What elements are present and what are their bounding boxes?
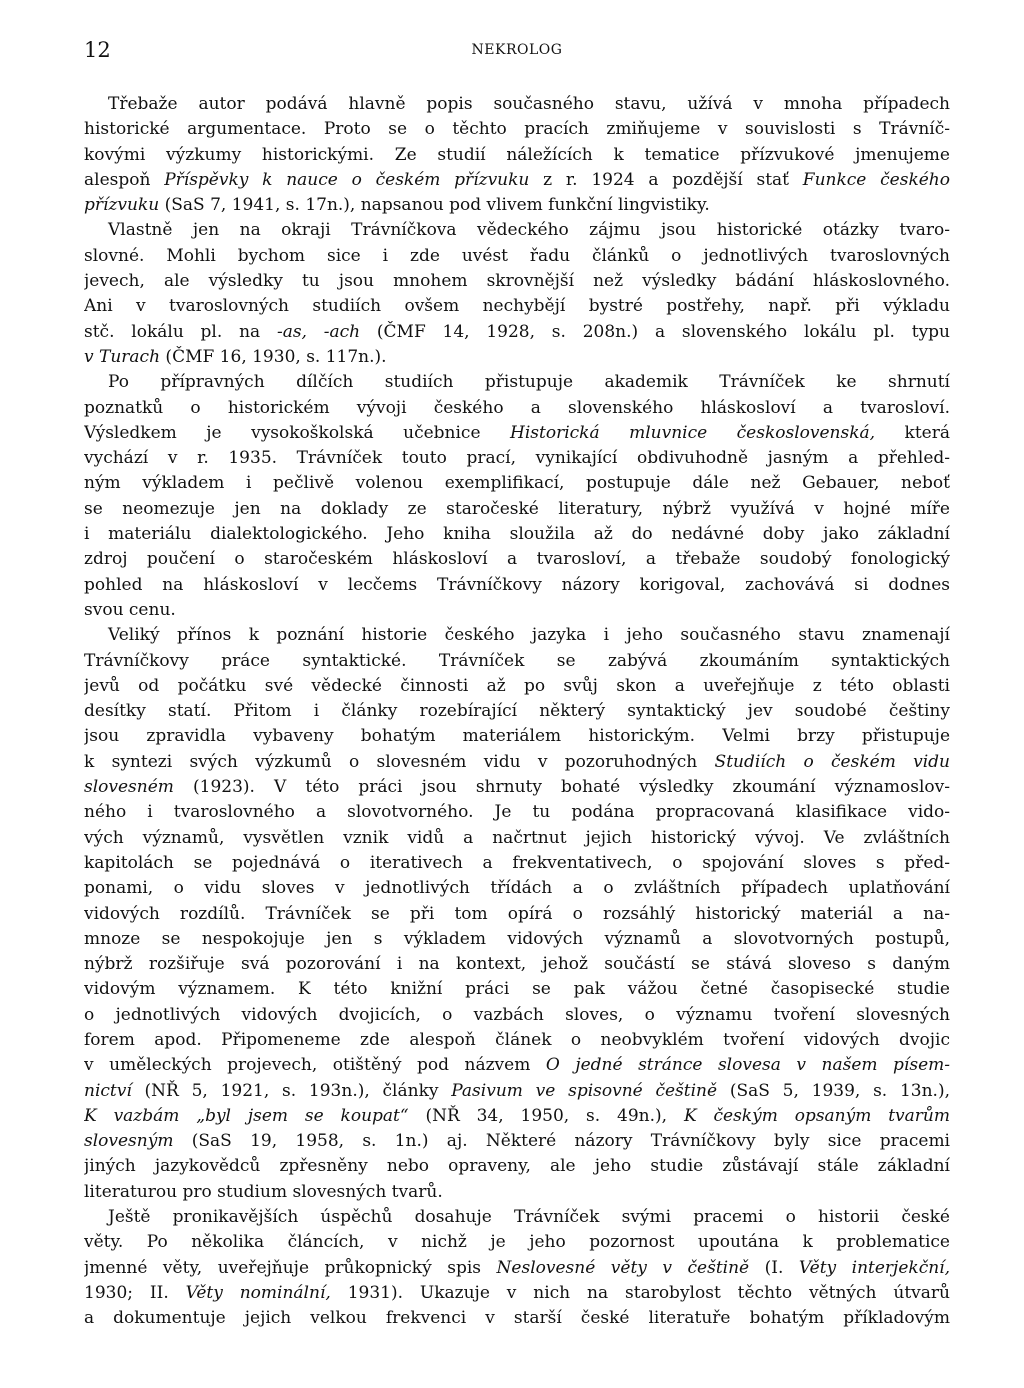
text-line: [84, 649, 950, 674]
text-segment: vidovým významem. K této knižní práci se pak vážou četné časopisecké studie: [84, 979, 950, 1000]
italic-title: K vazbám „byl jsem se koupat“: [84, 1105, 409, 1126]
text-line: [84, 977, 950, 1002]
text-segment: Veliký přínos k poznání historie českého jazyka i jeho současného stavu znamenají: [108, 625, 950, 646]
text-line: [84, 218, 950, 243]
text-segment: nýbrž rozšiřuje svá pozorování i na kontext, jehož součástí se stává sloveso s daným: [84, 954, 950, 975]
text-line: [84, 370, 950, 395]
text-segment: poznatků o historickém vývoji českého a slovenského hláskosloví a tvarosloví.: [84, 397, 950, 418]
text-line: [84, 1079, 950, 1104]
paragraph: [84, 370, 950, 623]
italic-title: K českým opsaným tvarům: [683, 1105, 950, 1126]
text-segment: (1923). V této práci jsou shrnuty bohaté výsledky zkoumání významoslov-: [173, 777, 950, 798]
text-segment: slovné. Mohli bychom sice i zde uvést řadu článků o jednotlivých tvaroslovných: [84, 245, 950, 266]
text-segment: Trávníčkovy práce syntaktické. Trávníček se zabývá zkoumáním syntaktických: [84, 650, 950, 671]
text-line: [84, 294, 950, 319]
text-segment: Výsledkem je vysokoškolská učebnice: [84, 422, 511, 443]
text-line: [84, 1306, 950, 1331]
italic-title: v Turach: [84, 346, 161, 367]
text-segment: Po přípravných dílčích studiích přistupuje akademik Trávníček ke shrnutí: [108, 372, 950, 393]
text-segment: Třebaže autor podává hlavně popis současného stavu, užívá v mnoha případech: [108, 94, 950, 114]
text-line: [84, 193, 950, 218]
text-segment: se neomezuje jen na doklady ze staročeské literatury, nýbrž využívá v hojné míře: [84, 498, 950, 519]
text-line: [84, 699, 950, 724]
italic-title: -as, -ach: [276, 321, 361, 342]
text-segment: svou cenu.: [84, 599, 176, 620]
text-line: [84, 497, 950, 522]
text-segment: (I.: [749, 1257, 799, 1278]
page-number: 12: [84, 38, 111, 62]
italic-title: Funkce českého: [802, 169, 950, 190]
text-segment: zdroj poučení o staročeském hláskosloví a tvarosloví, a třebaže soudobý fonologický: [84, 549, 950, 570]
text-line: [84, 573, 950, 598]
text-line: [84, 320, 950, 345]
text-line: [84, 724, 950, 749]
text-segment: jmenné věty, uveřejňuje průkopnický spis: [84, 1257, 497, 1278]
italic-title: slovesném: [84, 777, 174, 798]
text-segment: stč. lokálu pl. na: [84, 321, 277, 342]
text-segment: (NŘ 5, 1921, s. 193n.), články: [131, 1080, 452, 1101]
text-segment: pohled na hláskosloví v lecčems Trávníčkovy názory korigoval, zachovává si dodnes: [84, 574, 950, 595]
text-segment: (SaS 5, 1939, s. 13n.),: [717, 1080, 950, 1101]
text-line: [84, 1104, 950, 1129]
italic-title: Studiích o českém vidu: [714, 751, 950, 772]
text-segment: i materiálu dialektologického. Jeho kniha sloužila až do nedávné doby jako základní: [84, 524, 950, 545]
text-segment: 1930; II.: [84, 1282, 186, 1303]
text-segment: k syntezi svých výzkumů o slovesném vidu v pozoruhodných: [84, 751, 715, 772]
text-line: [84, 1053, 950, 1078]
text-segment: o jednotlivých vidových dvojicích, o vazbách sloves, o významu tvoření slovesných: [84, 1004, 950, 1025]
text-line: [84, 750, 950, 775]
paragraph: [84, 1205, 950, 1331]
text-line: [84, 421, 950, 446]
text-segment: ponami, o vidu sloves v jednotlivých třídách a o zvláštních případech uplatňování: [84, 878, 950, 899]
text-line: [84, 598, 950, 623]
text-segment: historické argumentace. Proto se o těchto pracích zmiňujeme v souvislosti s Trávníč-: [84, 119, 950, 140]
text-line: [84, 775, 950, 800]
text-segment: kapitolách se pojednává o iterativech a frekventativech, o spojování sloves s před-: [84, 852, 950, 873]
italic-title: slovesným: [84, 1131, 174, 1152]
text-segment: mnoze se nespokojuje jen s výkladem vidových významů a slovotvorných postupů,: [84, 928, 950, 949]
text-line: [84, 269, 950, 294]
text-segment: ným výkladem i pečlivě volenou exemplifikací, postupuje dále než Gebauer, neboť: [84, 473, 950, 494]
text-line: [84, 1129, 950, 1154]
text-segment: vychází v r. 1935. Trávníček touto prací, vynikající obdivuhodně jasným a přehled-: [84, 448, 950, 469]
text-segment: Ještě pronikavějších úspěchů dosahuje Trávníček svými pracemi o historii české: [108, 1207, 950, 1228]
text-line: [84, 1154, 950, 1179]
italic-title: nictví: [84, 1080, 132, 1101]
text-segment: forem apod. Připomeneme zde alespoň článek o neobvyklém tvoření vidových dvojic: [84, 1029, 950, 1050]
text-segment: v uměleckých projevech, otištěný pod názvem: [84, 1055, 546, 1076]
text-segment: jiných jazykovědců zpřesněny nebo opraveny, ale jeho studie zůstávají stále základní: [84, 1156, 950, 1177]
text-segment: jevech, ale výsledky tu jsou mnohem skrovnější než výsledky bádání hláskoslovného.: [84, 271, 950, 292]
text-line: [84, 876, 950, 901]
text-segment: vidových rozdílů. Trávníček se při tom opírá o rozsáhlý historický materiál a na-: [84, 903, 950, 924]
text-segment: Ani v tvaroslovných studiích ovšem nechybějí bystré postřehy, např. při výkladu: [84, 296, 950, 317]
text-line: [84, 674, 950, 699]
text-segment: 1931). Ukazuje v nich na starobylost těchto větných útvarů: [330, 1282, 950, 1303]
text-line: [84, 826, 950, 851]
text-line: [84, 345, 950, 370]
text-segment: která: [875, 422, 950, 443]
text-line: [84, 547, 950, 572]
text-segment: ného i tvaroslovného a slovotvorného. Je tu podána propracovaná klasifikace vido-: [84, 802, 950, 823]
text-segment: (ČMF 14, 1928, s. 208n.) a slovenského lokálu pl. typu: [360, 321, 950, 342]
text-line: [84, 927, 950, 952]
text-segment: vých významů, vysvětlen vznik vidů a načrtnut jejich historický vývoj. Ve zvláštních: [84, 827, 950, 848]
italic-title: O jedné stránce slovesa v našem písem-: [545, 1055, 950, 1076]
text-segment: z r. 1924 a pozdější stať: [529, 169, 803, 190]
text-segment: (SaS 19, 1958, s. 1n.) aj. Některé názory Trávníčkovy byly sice pracemi: [173, 1131, 950, 1152]
italic-title: Příspěvky k nauce o českém přízvuku: [164, 169, 530, 190]
text-line: [84, 623, 950, 648]
text-line: [84, 952, 950, 977]
text-segment: jevů od počátku své vědecké činnosti až po svůj skon a uveřejňuje z této oblasti: [84, 675, 950, 696]
page-header: [84, 38, 950, 64]
text-segment: kovými výzkumy historickými. Ze studií náležících k tematice přízvukové jmenujeme: [84, 144, 950, 165]
italic-title: Pasivum ve spisovné češtině: [451, 1080, 718, 1101]
text-line: [84, 92, 950, 117]
text-line: [84, 396, 950, 421]
text-line: [84, 1028, 950, 1053]
text-line: [84, 1256, 950, 1281]
text-segment: věty. Po několika článcích, v nichž je jeho pozornost upoutána k problematice: [84, 1232, 950, 1253]
italic-title: Věty nominální,: [185, 1282, 331, 1303]
text-segment: Vlastně jen na okraji Trávníčkova vědeckého zájmu jsou historické otázky tvaro-: [108, 220, 950, 241]
text-segment: (ČMF 16, 1930, s. 117n.).: [160, 346, 387, 367]
text-segment: (NŘ 34, 1950, s. 49n.),: [408, 1105, 684, 1126]
text-line: [84, 1230, 950, 1255]
italic-title: Věty interjekční,: [798, 1257, 950, 1278]
text-line: [84, 168, 950, 193]
text-line: [84, 1205, 950, 1230]
paragraph: [84, 92, 950, 218]
text-segment: a dokumentuje jejich velkou frekvenci v starší české literatuře bohatým příkladovým: [84, 1308, 950, 1329]
text-line: [84, 244, 950, 269]
text-line: [84, 902, 950, 927]
text-line: [84, 1281, 950, 1306]
running-head: NEKROLOG: [471, 42, 563, 58]
text-segment: jsou zpravidla vybaveny bohatým materiálem historickým. Velmi brzy přistupuje: [84, 726, 950, 747]
text-line: [84, 1180, 950, 1205]
paragraph: [84, 623, 950, 1205]
text-line: [84, 522, 950, 547]
text-line: [84, 446, 950, 471]
text-line: [84, 1003, 950, 1028]
text-line: [84, 800, 950, 825]
text-line: [84, 851, 950, 876]
text-segment: alespoň: [84, 169, 165, 190]
text-segment: desítky statí. Přitom i články rozebírající některý syntaktický jev soudobé češtiny: [84, 701, 950, 722]
italic-title: Historická mluvnice československá,: [510, 422, 876, 443]
text-line: [84, 471, 950, 496]
italic-title: Neslovesné věty v češtině: [496, 1257, 750, 1278]
text-segment: (SaS 7, 1941, s. 17n.), napsanou pod vlivem funkční lingvistiky.: [159, 195, 710, 216]
article-body: [84, 92, 950, 1332]
text-segment: literaturou pro studium slovesných tvarů.: [84, 1181, 443, 1202]
italic-title: přízvuku: [84, 195, 160, 216]
text-line: [84, 143, 950, 168]
paragraph: [84, 218, 950, 370]
text-line: [84, 117, 950, 142]
